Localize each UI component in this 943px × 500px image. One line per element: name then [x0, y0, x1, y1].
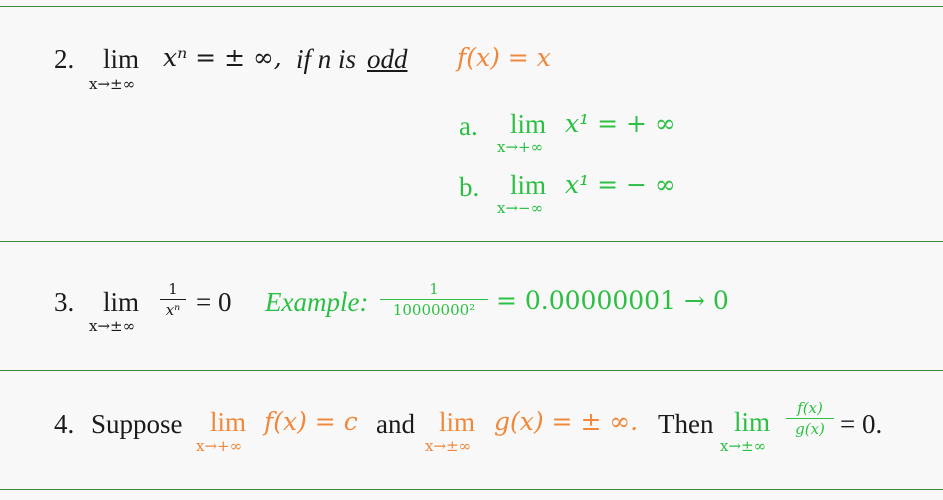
g-expression: g(x) = ± ∞.: [494, 407, 639, 436]
divider-bottom: [0, 489, 943, 490]
condition-text: if n is: [296, 44, 357, 74]
condition-keyword: odd: [367, 44, 408, 74]
lim-subscript: x→±∞: [89, 317, 136, 335]
case-a-expression: x¹ = + ∞: [565, 109, 676, 138]
ratio-result: = 0.: [840, 409, 883, 439]
lim-f: lim: [210, 407, 247, 437]
lim-operator: lim: [103, 44, 140, 74]
case-a-lim: lim: [510, 109, 547, 139]
example-fraction: [380, 281, 488, 318]
lim-f-subscript: x→+∞: [196, 437, 243, 455]
ratio-numerator: f(x): [797, 399, 823, 417]
fraction-denominator: xⁿ: [165, 301, 181, 319]
case-a-subscript: x→+∞: [497, 138, 544, 156]
case-b-expression: x¹ = − ∞: [565, 170, 676, 199]
case-b-label: b.: [459, 172, 480, 202]
suppose-text: Suppose: [91, 409, 183, 439]
item-number: 3.: [54, 287, 75, 317]
lim-operator: lim: [103, 287, 140, 317]
divider-top: [0, 6, 943, 7]
item-number: 2.: [54, 44, 75, 74]
function-definition: f(x) = x: [457, 43, 551, 72]
case-a-label: a.: [459, 111, 478, 141]
limit-expression: xⁿ = ± ∞,: [163, 43, 282, 72]
item-number: 4.: [54, 409, 75, 439]
fraction-1-over-xn: [160, 281, 186, 318]
lim-ratio: lim: [734, 407, 771, 437]
ratio-fraction: [786, 400, 834, 437]
lim-ratio-subscript: x→±∞: [720, 437, 767, 455]
example-label: Example:: [265, 287, 369, 317]
lim-g: lim: [439, 407, 476, 437]
equals-zero: = 0: [196, 287, 232, 317]
divider-2: [0, 370, 943, 371]
f-expression: f(x) = c: [264, 407, 358, 436]
example-result: = 0.00000001 → 0: [496, 286, 729, 315]
then-text: Then: [658, 409, 714, 439]
case-b-lim: lim: [510, 170, 547, 200]
fraction-numerator: 1: [168, 280, 178, 298]
lim-g-subscript: x→±∞: [425, 437, 472, 455]
ratio-denominator: g(x): [795, 420, 825, 438]
lim-subscript: x→±∞: [89, 75, 136, 93]
example-numerator: 1: [429, 280, 439, 298]
and-text: and: [376, 409, 415, 439]
divider-1: [0, 241, 943, 242]
example-denominator: 10000000²: [392, 301, 476, 319]
case-b-subscript: x→−∞: [497, 199, 544, 217]
